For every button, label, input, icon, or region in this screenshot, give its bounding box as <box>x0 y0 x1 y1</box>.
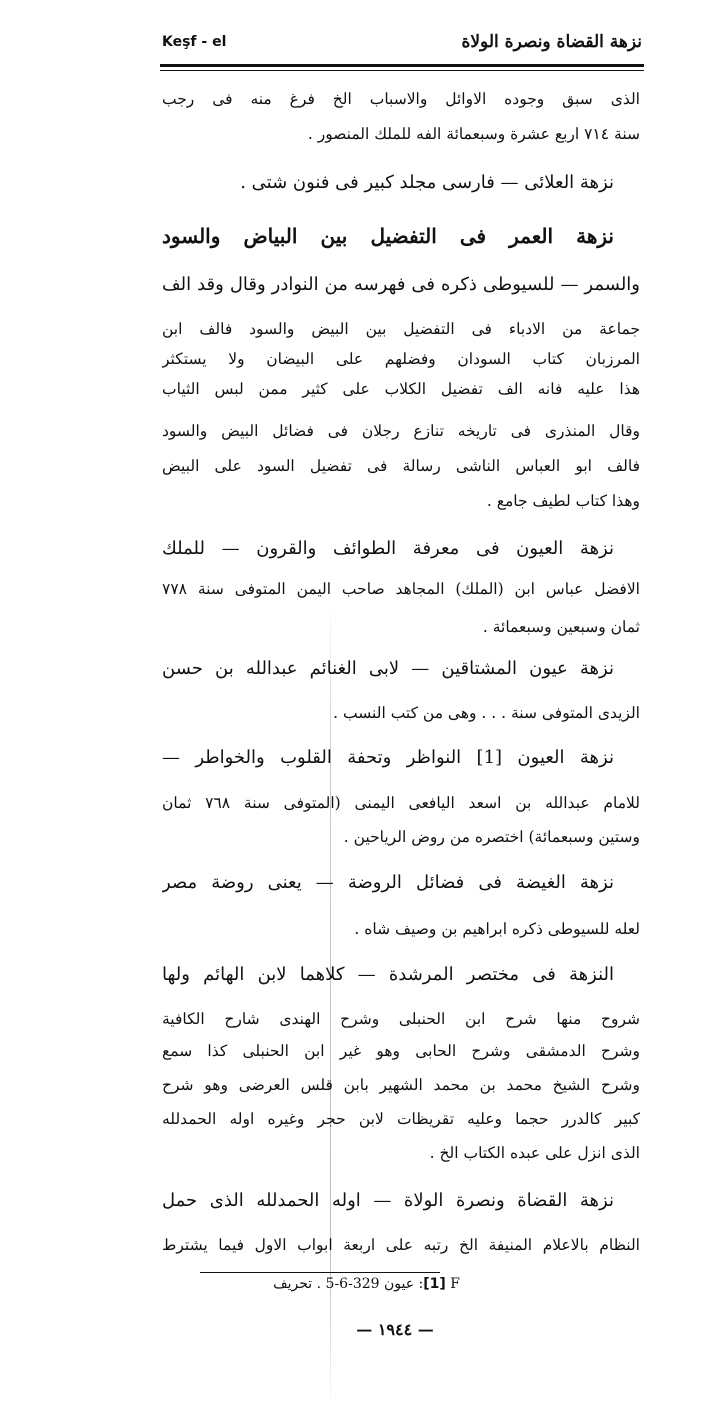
footnote <box>200 1276 460 1292</box>
text-line: فالف ابو العباس الناشى رسالة فى تفضيل السود على البيض <box>162 457 640 475</box>
footnote-rule <box>200 1272 440 1273</box>
entry-heading: نزهة الغيضة فى فضائل الروضة — يعنى روضة مصر <box>162 872 614 893</box>
text-line: ثمان وسبعين وسبعمائة . <box>482 618 640 636</box>
running-header-title: نزهة القضاة ونصرة الولاة <box>461 32 642 52</box>
entry-heading: النزهة فى مختصر المرشدة — كلاهما لابن الهائم ولها <box>162 964 614 985</box>
footnote-text: F: عيون 329-6-5 . تحريف <box>273 1276 460 1292</box>
footnote-mark: [1] <box>423 1276 446 1292</box>
text-line: سنة ٧١٤ اربع عشرة وسبعمائة الفه للملك المنصور . <box>307 125 640 143</box>
entry-heading: نزهة القضاة ونصرة الولاة — اوله الحمدلله الذى حمل <box>162 1190 614 1211</box>
entry-heading: نزهة العيون فى معرفة الطوائف والقرون — للملك <box>162 538 614 559</box>
header-rule-thick <box>160 64 644 67</box>
header-rule-thin <box>160 70 644 71</box>
text-line: النظام بالاعلام المنيفة الخ رتبه على اربعة ابواب الاول فيما يشترط <box>162 1236 640 1254</box>
text-line: للامام عبدالله بن اسعد اليافعى اليمنى (المتوفى سنة ٧٦٨ ثمان <box>162 794 640 812</box>
text-line: المرزبان كتاب السودان وفضلهم على البيضان ولا يستكثر <box>162 350 640 368</box>
text-line: الزيدى المتوفى سنة . . . وهى من كتب النسب . <box>333 704 640 722</box>
entry-heading: نزهة عيون المشتاقين — لابى الغنائم عبدالله بن حسن <box>162 658 614 679</box>
text-line: الافضل عباس ابن (الملك) المجاهد صاحب اليمن المتوفى سنة ٧٧٨ <box>162 580 640 598</box>
text-line: الذى انزل على عبده الكتاب الخ . <box>429 1144 640 1162</box>
text-line: وقال المنذرى فى تاريخه تنازع رجلان فى فضائل البيض والسود <box>162 422 640 440</box>
text-line: والسمر — للسيوطى ذكره فى فهرسه من النوادر وقال وقد الف <box>162 274 640 295</box>
text-line: وشرح الدمشقى وشرح الحابى وهو غير ابن الحنبلى كذا سمع <box>162 1042 640 1060</box>
text-line: هذا عليه فانه الف تفضيل الكلاب على كثير ممن لبس الثياب <box>162 380 640 398</box>
text-line: وهذا كتاب لطيف جامع . <box>486 492 640 510</box>
text-line: شروح منها شرح ابن الحنبلى وشرح الهندى شارح الكافية <box>162 1010 640 1028</box>
page-number: — ١٩٤٤ — <box>356 1320 434 1339</box>
text-line: وشرح الشيخ محمد بن محمد الشهير بابن قلس العرضى وهو شرح <box>162 1076 640 1094</box>
text-line: لعله للسيوطى ذكره ابراهيم بن وصيف شاه . <box>354 920 640 938</box>
running-header <box>162 30 642 58</box>
text-line: كبير كالدرر حجما وعليه تقريظات لابن حجر وغيره اوله الحمدلله <box>162 1110 640 1128</box>
running-header-ref: Keşf - el <box>162 34 227 50</box>
entry-heading: نزهة العيون [1] النواظر وتحفة القلوب والخواطر — <box>162 747 614 768</box>
entry-heading: نزهة العلائى — فارسى مجلد كبير فى فنون شتى . <box>240 172 614 193</box>
entry-heading: نزهة العمر فى التفضيل بين البياض والسود <box>162 224 614 248</box>
text-line: الذى سبق وجوده الاوائل والاسباب الخ فرغ منه فى رجب <box>162 90 640 108</box>
text-line: وستين وسبعمائة) اختصره من روض الرياحين . <box>343 828 640 846</box>
text-line: جماعة من الادباء فى التفضيل بين البيض والسود فالف ابن <box>162 320 640 338</box>
